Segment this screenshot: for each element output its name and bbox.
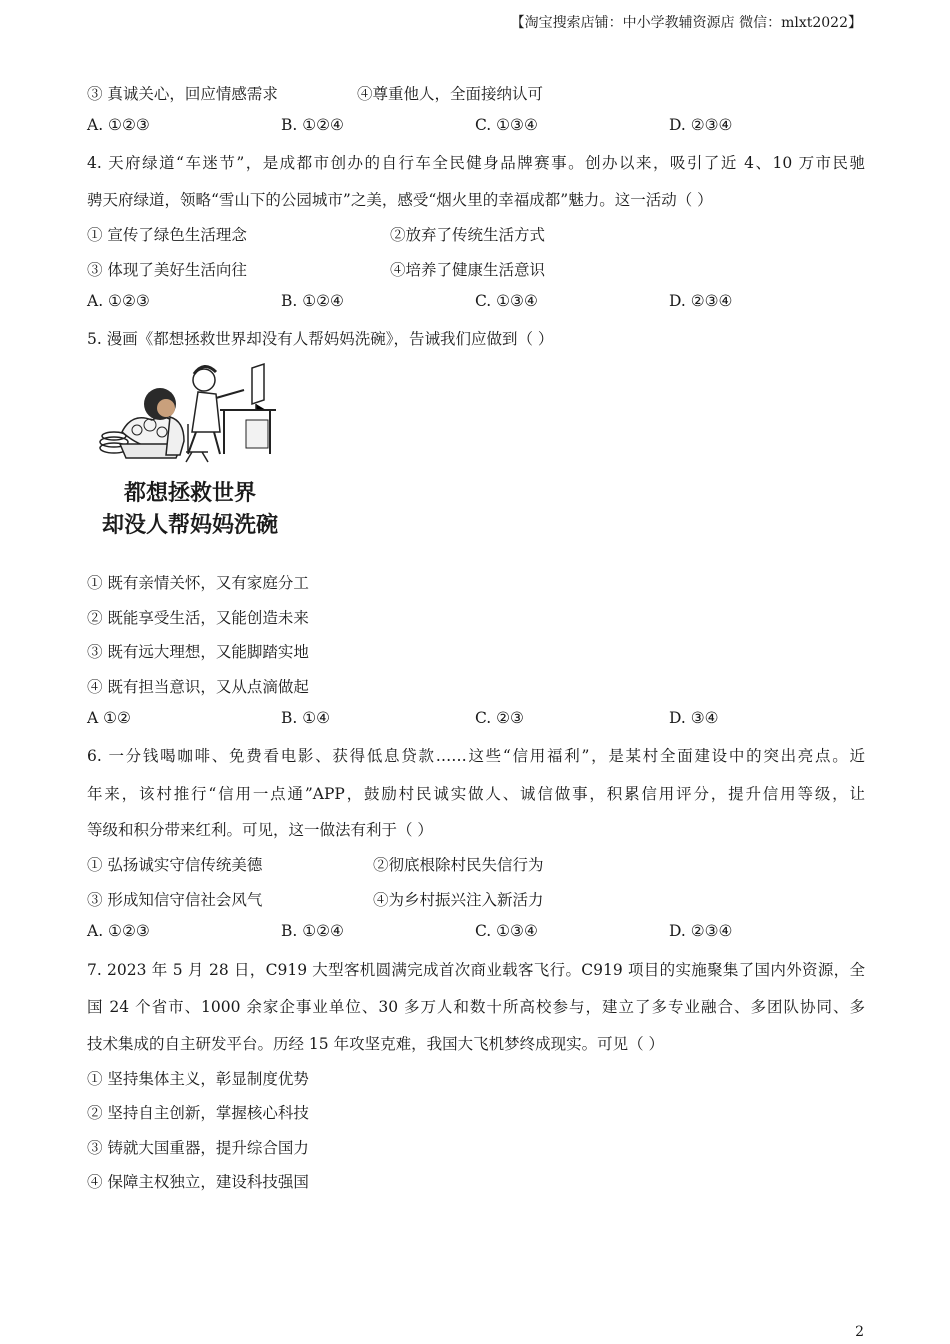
choice-c: C. ①③④: [475, 922, 538, 940]
q6-option-4: ④为乡村振兴注入新活力: [373, 891, 544, 909]
choice-d: D. ③④: [669, 709, 719, 727]
page-number: 2: [855, 1324, 864, 1340]
q5-stem: 5. 漫画《都想拯救世界却没有人帮妈妈洗碗》，告诫我们应做到（ ）: [87, 330, 554, 348]
choice-c: C. ①③④: [475, 116, 538, 134]
choice-c: C. ②③: [475, 709, 524, 727]
q3-option-4: ④尊重他人，全面接纳认可: [357, 85, 544, 103]
choice-b: B. ①②④: [281, 922, 344, 940]
cartoon-caption-line-2: 却没人帮妈妈洗碗: [101, 513, 279, 538]
choice-b: B. ①②④: [281, 116, 344, 134]
choice-a: A. ①②③: [87, 922, 150, 940]
q6-option-2: ②彻底根除村民失信行为: [373, 856, 544, 874]
cartoon-caption-line-1: 都想拯救世界: [123, 481, 257, 506]
q6-option-1: ① 弘扬诚实守信传统美德: [87, 856, 263, 874]
choice-b: B. ①②④: [281, 292, 344, 310]
cartoon-illustration: [92, 362, 288, 552]
q7-stem-line-2: 国 24 个省市、1000 余家企事业单位、30 多万人和数十所高校参与，建立了多专业融合、多团队协同、多: [87, 998, 865, 1016]
q6-stem-line-3: 等级和积分带来红利。可见，这一做法有利于（ ）: [87, 821, 433, 839]
page-header: 【淘宝搜索店铺：中小学教辅资源店 微信：mlxt2022】: [510, 15, 862, 31]
q3-option-3: ③ 真诚关心，回应情感需求: [87, 85, 278, 103]
q6-stem-line-2: 年来，该村推行“信用一点通”APP，鼓励村民诚实做人、诚信做事，积累信用评分，提升信用等级，让: [87, 785, 865, 803]
q7-option-4: ④ 保障主权独立，建设科技强国: [87, 1173, 309, 1191]
q7-stem-line-3: 技术集成的自主研发平台。历经 15 年攻坚克难，我国大飞机梦终成现实。可见（ ）: [87, 1035, 665, 1053]
choice-c: C. ①③④: [475, 292, 538, 310]
q4-option-3: ③ 体现了美好生活向往: [87, 261, 247, 279]
q6-stem-line-1: 6. 一分钱喝咖啡、免费看电影、获得低息贷款……这些“信用福利”，是某村全面建设中的突出亮点。近: [87, 747, 865, 765]
q5-option-2: ② 既能享受生活，又能创造未来: [87, 609, 309, 627]
q4-option-4: ④培养了健康生活意识: [390, 261, 546, 279]
choice-d: D. ②③④: [669, 922, 733, 940]
q7-option-2: ② 坚持自主创新，掌握核心科技: [87, 1104, 309, 1122]
choice-d: D. ②③④: [669, 292, 733, 310]
q6-option-3: ③ 形成知信守信社会风气: [87, 891, 263, 909]
choice-d: D. ②③④: [669, 116, 733, 134]
choice-a: A ①②: [87, 709, 131, 727]
q5-option-4: ④ 既有担当意识，又从点滴做起: [87, 678, 309, 696]
q4-option-1: ① 宣传了绿色生活理念: [87, 226, 247, 244]
q7-stem-line-1: 7. 2023 年 5 月 28 日，C919 大型客机圆满完成首次商业载客飞行。C919 项目的实施聚集了国内外资源，全: [87, 961, 865, 979]
q4-option-2: ②放弃了传统生活方式: [390, 226, 546, 244]
choice-a: A. ①②③: [87, 292, 150, 310]
q7-option-1: ① 坚持集体主义，彰显制度优势: [87, 1070, 309, 1088]
choice-b: B. ①④: [281, 709, 331, 727]
choice-a: A. ①②③: [87, 116, 150, 134]
q5-option-3: ③ 既有远大理想，又能脚踏实地: [87, 643, 309, 661]
q4-stem-line-2: 骋天府绿道，领略“雪山下的公园城市”之美，感受“烟火里的幸福成都”魅力。这一活动（ ）: [87, 191, 713, 209]
q5-option-1: ① 既有亲情关怀，又有家庭分工: [87, 574, 309, 592]
q7-option-3: ③ 铸就大国重器，提升综合国力: [87, 1139, 309, 1157]
q4-stem-line-1: 4. 天府绿道“车迷节”，是成都市创办的自行车全民健身品牌赛事。创办以来，吸引了近 4、10 万市民驰: [87, 154, 865, 172]
